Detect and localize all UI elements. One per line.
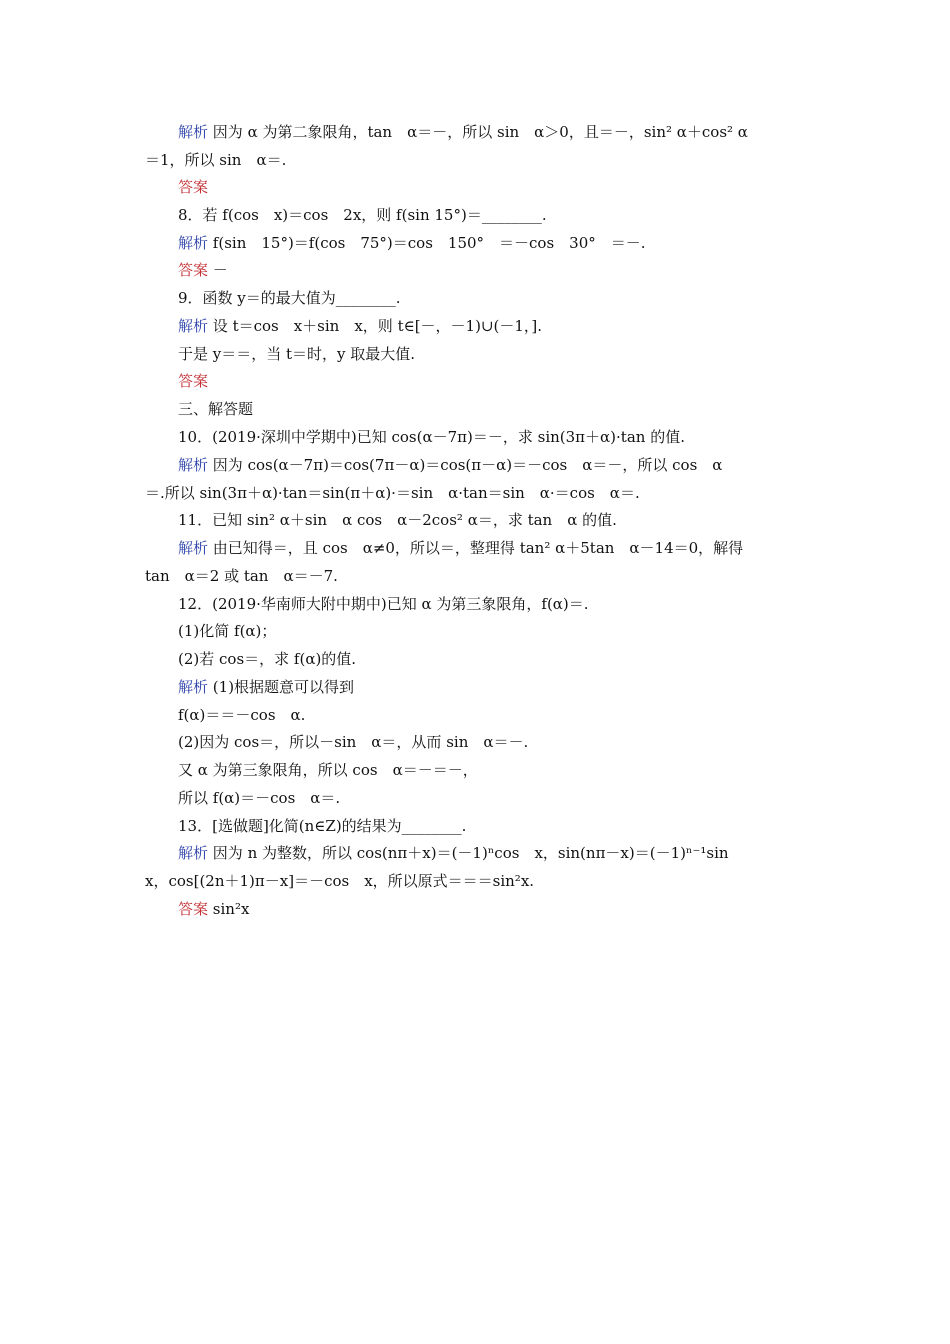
question-10: 10．(2019·深圳中学期中)已知 cos(α－7π)＝－，求 sin(3π＋α)·tan 的值. bbox=[178, 428, 685, 446]
analysis-text: 因为 n 为整数，所以 cos(nπ＋x)＝(－1)ⁿcos x，sin(nπ－x)＝(－1)ⁿ⁻¹sin bbox=[212, 844, 729, 862]
analysis-label: 解析 bbox=[178, 844, 209, 862]
text-line: ＝.所以 sin(3π＋α)·tan＝sin(π＋α)·＝sin α·tan＝sin α·＝cos α＝. bbox=[145, 484, 640, 502]
text-line: x，cos[(2n＋1)π－x]＝－cos x，所以原式＝＝＝sin²x. bbox=[145, 872, 535, 890]
question-12-part-2: (2)若 cos＝，求 f(α)的值. bbox=[178, 650, 357, 668]
question-8: 8．若 f(cos x)＝cos 2x，则 f(sin 15°)＝________. bbox=[178, 206, 547, 224]
text-line: 所以 f(α)＝－cos α＝. bbox=[178, 789, 341, 807]
analysis-line-q7 bbox=[178, 122, 748, 142]
analysis-line-q10 bbox=[178, 455, 722, 475]
analysis-line-q13 bbox=[178, 843, 729, 863]
text-line: ＝1，所以 sin α＝. bbox=[145, 151, 287, 169]
answer-line-q8 bbox=[178, 260, 228, 280]
question-13: 13．[选做题]化简(n∈Z)的结果为________. bbox=[178, 817, 467, 835]
question-12-part-1: (1)化简 f(α)； bbox=[178, 622, 277, 640]
text-line: 又 α 为第三象限角，所以 cos α＝－＝－， bbox=[178, 761, 478, 779]
answer-line-q9 bbox=[178, 371, 208, 391]
analysis-text: f(sin 15°)＝f(cos 75°)＝cos 150° ＝－cos 30° ＝－. bbox=[212, 234, 646, 252]
analysis-line-q12 bbox=[178, 677, 354, 697]
analysis-text: 因为 cos(α－7π)＝cos(7π－α)＝cos(π－α)＝－cos α＝－，所以 cos α bbox=[212, 456, 723, 474]
analysis-text: 因为 α 为第二象限角，tan α＝－，所以 sin α＞0，且＝－，sin² α＋cos² α bbox=[212, 123, 748, 141]
analysis-line-q8 bbox=[178, 233, 646, 253]
analysis-label: 解析 bbox=[178, 234, 209, 252]
analysis-label: 解析 bbox=[178, 678, 209, 696]
analysis-label: 解析 bbox=[178, 123, 209, 141]
text-line: f(α)＝＝－cos α. bbox=[178, 706, 306, 724]
answer-text: sin²x bbox=[212, 900, 250, 918]
analysis-label: 解析 bbox=[178, 456, 209, 474]
answer-label: 答案 bbox=[178, 261, 209, 279]
text-line: tan α＝2 或 tan α＝－7. bbox=[145, 567, 338, 585]
answer-label: 答案 bbox=[178, 178, 209, 196]
analysis-label: 解析 bbox=[178, 317, 209, 335]
analysis-line-q9 bbox=[178, 316, 542, 336]
answer-line-q7 bbox=[178, 177, 208, 197]
text-line: 于是 y＝＝，当 t＝时，y 取最大值. bbox=[178, 345, 416, 363]
analysis-label: 解析 bbox=[178, 539, 209, 557]
question-11: 11．已知 sin² α＋sin α cos α－2cos² α＝，求 tan α 的值. bbox=[178, 511, 617, 529]
analysis-text: (1)根据题意可以得到 bbox=[212, 678, 355, 696]
section-heading: 三、解答题 bbox=[178, 400, 254, 418]
analysis-text: 设 t＝cos x＋sin x，则 t∈[－，－1)∪(－1，]. bbox=[212, 317, 543, 335]
answer-label: 答案 bbox=[178, 372, 209, 390]
answer-text: － bbox=[212, 261, 228, 279]
answer-label: 答案 bbox=[178, 900, 209, 918]
question-12: 12．(2019·华南师大附中期中)已知 α 为第三象限角，f(α)＝. bbox=[178, 595, 589, 613]
analysis-line-q11 bbox=[178, 538, 743, 558]
analysis-text: 由已知得＝，且 cos α≠0，所以＝，整理得 tan² α＋5tan α－14＝0，解得 bbox=[212, 539, 744, 557]
question-9: 9．函数 y＝的最大值为________. bbox=[178, 289, 401, 307]
text-line: (2)因为 cos＝，所以－sin α＝，从而 sin α＝－. bbox=[178, 733, 529, 751]
answer-line-q13 bbox=[178, 899, 249, 919]
